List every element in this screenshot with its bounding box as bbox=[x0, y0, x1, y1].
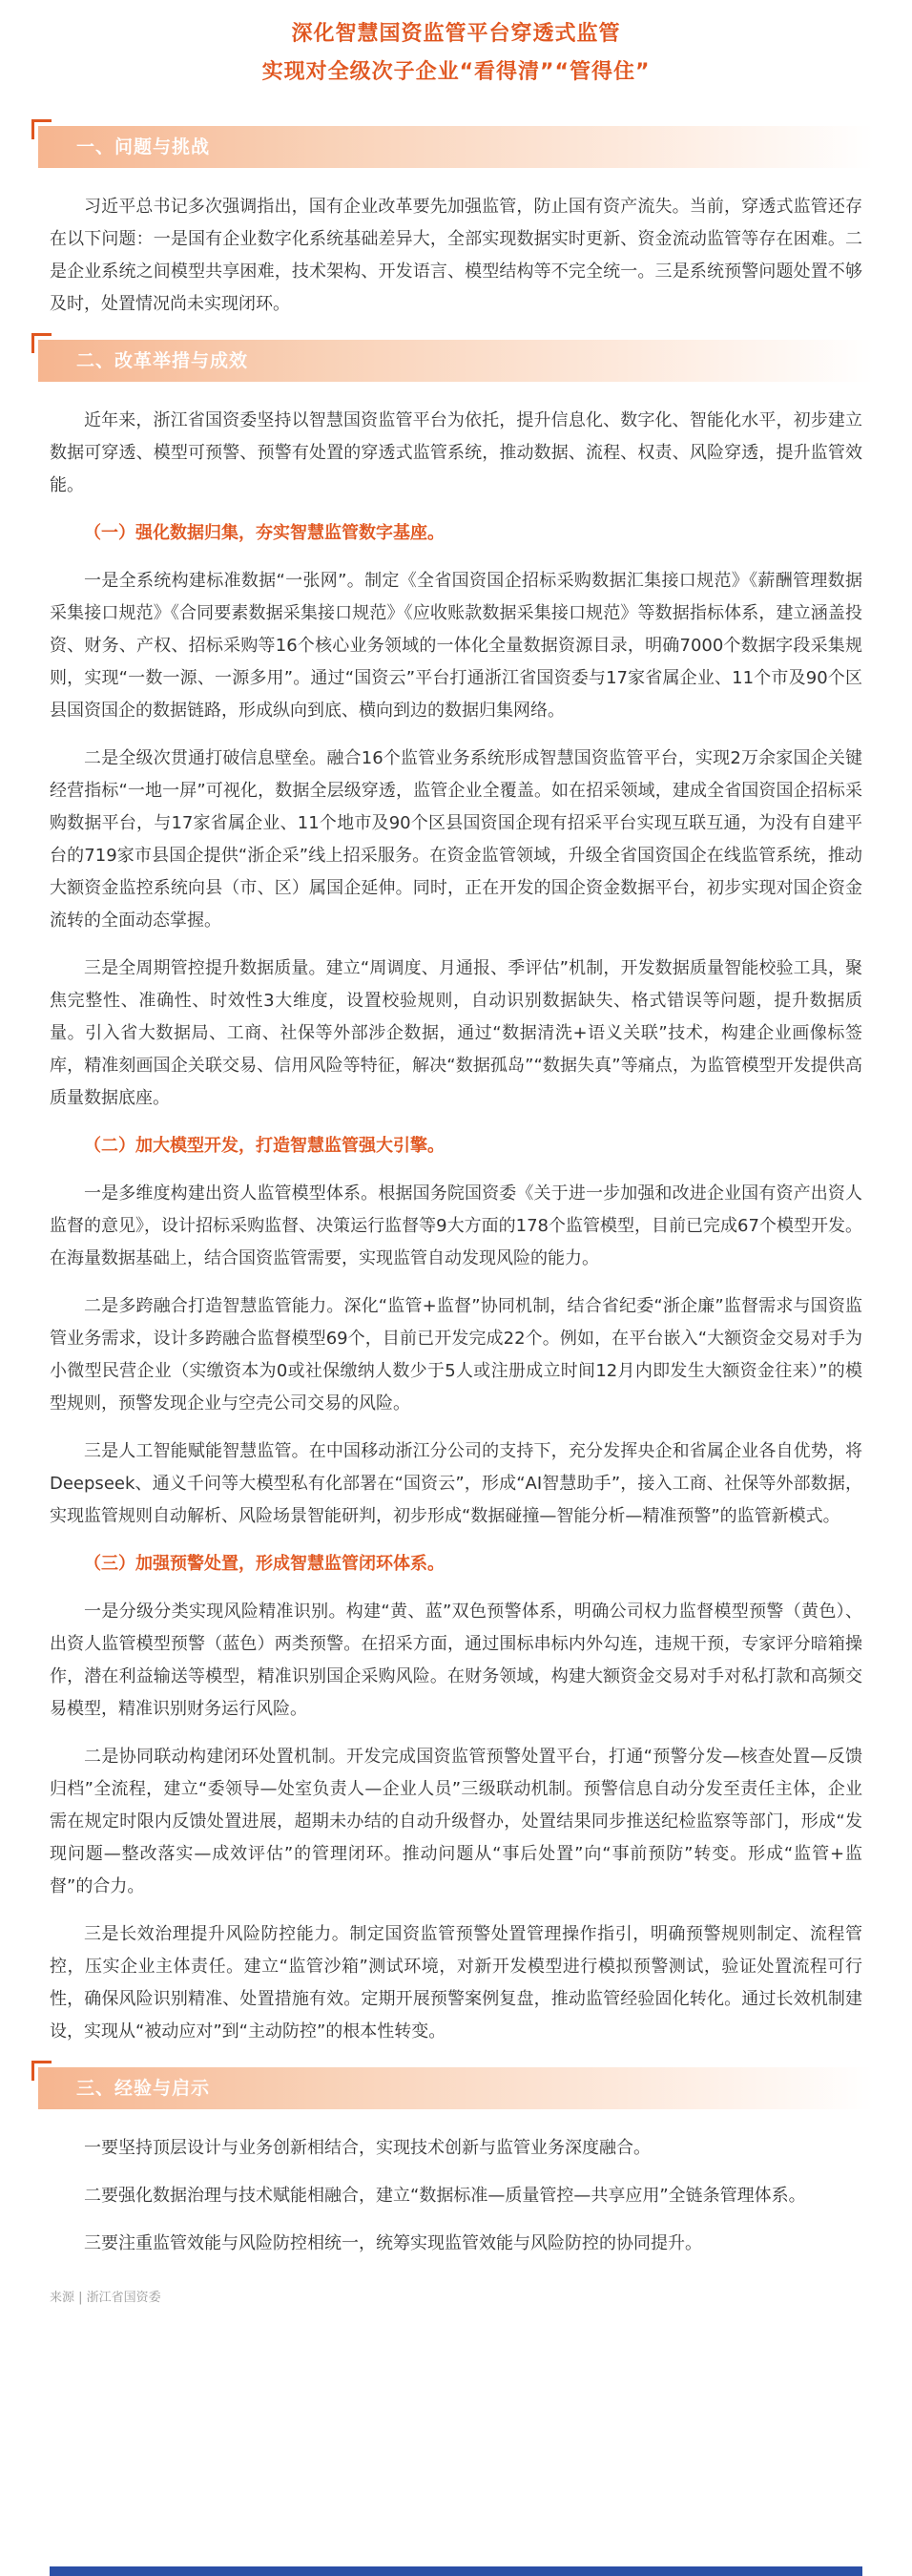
paragraph: 一是分级分类实现风险精准识别。构建“黄、蓝”双色预警体系，明确公司权力监督模型预警（黄色）、出资人监管模型预警（蓝色）两类预警。在招采方面，通过围标串标内外勾连，违规干预，专家评分暗箱操作，潜在利益输送等模型，精准识别国企采购风险。在财务领域，构建大额资金交易对手对私打款和高频交易模型，精准识别财务运行风险。 bbox=[50, 1602, 862, 1719]
corner-bracket-icon bbox=[31, 2061, 52, 2081]
source-credit: 来源 | 浙江省国资委 bbox=[50, 2291, 161, 2305]
corner-bracket-icon bbox=[31, 333, 52, 353]
paragraph: 三是长效治理提升风险防控能力。制定国资监管预警处置管理操作指引，明确预警规则制定、流程管控，压实企业主体责任。建立“监管沙箱”测试环境，对新开发模型进行模拟预警测试，验证处置流程可行性，确保风险识别精准、处置措施有效。定期开展预警案例复盘，推动监管经验固化转化。通过长效机制建设，实现从“被动应对”到“主动防控”的根本性转变。 bbox=[50, 1924, 862, 2042]
paragraph: 三是全周期管控提升数据质量。建立“周调度、月通报、季评估”机制，开发数据质量智能校验工具，聚焦完整性、准确性、时效性3大维度，设置校验规则，自动识别数据缺失、格式错误等问题，提升数据质量。引入省大数据局、工商、社保等外部涉企数据，通过“数据清洗+语义关联”技术，构建企业画像标签库，精准刻画国企关联交易、信用风险等特征，解决“数据孤岛”“数据失真”等痛点，为监管模型开发提供高质量数据底座。 bbox=[50, 958, 862, 1108]
paragraph: 习近平总书记多次强调指出，国有企业改革要先加强监管，防止国有资产流失。当前，穿透式监管还存在以下问题：一是国有企业数字化系统基础差异大，全部实现数据实时更新、资金流动监管等存在困难。二是企业系统之间模型共享困难，技术架构、开发语言、模型结构等不完全统一。三是系统预警问题处置不够及时，处置情况尚未实现闭环。 bbox=[50, 197, 862, 314]
paragraph: 三是人工智能赋能智慧监管。在中国移动浙江分公司的支持下，充分发挥央企和省属企业各自优势，将Deepseek、通义千问等大模型私有化部署在“国资云”，形成“AI智慧助手”，接入工商、社保等外部数据，实现监管规则自动解析、风险场景智能研判，初步形成“数据碰撞—智能分析—精准预警”的监管新模式。 bbox=[50, 1441, 862, 1526]
paragraph: 二是协同联动构建闭环处置机制。开发完成国资监管预警处置平台，打通“预警分发—核查处置—反馈归档”全流程，建立“委领导—处室负责人—企业人员”三级联动机制。预警信息自动分发至责任主体，企业需在规定时限内反馈处置进展，超期未办结的自动升级督办，处置结果同步推送纪检监察等部门，形成“发现问题—整改落实—成效评估”的管理闭环。推动问题从“事后处置”向“事前预防”转变。形成“监管+监督”的合力。 bbox=[50, 1747, 862, 1896]
paragraph: 一是全系统构建标准数据“一张网”。制定《全省国资国企招标采购数据汇集接口规范》《薪酬管理数据采集接口规范》《合同要素数据采集接口规范》《应收账款数据采集接口规范》等数据指标体系，建立涵盖投资、财务、产权、招标采购等16个核心业务领域的一体化全量数据资源目录，明确7000个数据字段采集规则，实现“一数一源、一源多用”。通过“国资云”平台打通浙江省国资委与17家省属企业、11个市及90个区县国资国企的数据链路，形成纵向到底、横向到边的数据归集网络。 bbox=[50, 571, 862, 721]
paragraph: 二要强化数据治理与技术赋能相融合，建立“数据标准—质量管控—共享应用”全链条管理体系。 bbox=[84, 2186, 806, 2206]
section-header-measures bbox=[38, 340, 874, 382]
section-header-lessons bbox=[38, 2067, 874, 2109]
paragraph: 三要注重监管效能与风险防控相统一，统筹实现监管效能与风险防控的协同提升。 bbox=[84, 2233, 702, 2253]
paragraph: 二是多跨融合打造智慧监管能力。深化“监管+监督”协同机制，结合省纪委“浙企廉”监督需求与国资监管业务需求，设计多跨融合监督模型69个，目前已开发完成22个。例如，在平台嵌入“大额资金交易对手为小微型民营企业（实缴资本为0或社保缴纳人数少于5人或注册成立时间12月内即发生大额资金往来）”的模型规则，预警发现企业与空壳公司交易的风险。 bbox=[50, 1296, 862, 1414]
corner-bracket-icon bbox=[31, 119, 52, 139]
bottom-decor-bar bbox=[50, 2566, 862, 2576]
title-line-2: 实现对全级次子企业“看得清”“管得住” bbox=[261, 60, 651, 84]
paragraph: 近年来，浙江省国资委坚持以智慧国资监管平台为依托，提升信息化、数字化、智能化水平，初步建立数据可穿透、模型可预警、预警有处置的穿透式监管系统，推动数据、流程、权责、风险穿透，提升监管效能。 bbox=[50, 410, 862, 495]
section-title: 三、经验与启示 bbox=[76, 2078, 211, 2099]
article-title bbox=[0, 0, 912, 92]
paragraph: 一要坚持顶层设计与业务创新相结合，实现技术创新与监管业务深度融合。 bbox=[84, 2138, 651, 2158]
sub-heading: （三）加强预警处置，形成智慧监管闭环体系。 bbox=[84, 1554, 445, 1574]
section-header-problems bbox=[38, 126, 874, 168]
title-line-1: 深化智慧国资监管平台穿透式监管 bbox=[291, 22, 621, 46]
paragraph: 一是多维度构建出资人监管模型体系。根据国务院国资委《关于进一步加强和改进企业国有资产出资人监督的意见》，设计招标采购监督、决策运行监督等9大方面的178个监管模型，目前已完成67个模型开发。在海量数据基础上，结合国资监管需要，实现监管自动发现风险的能力。 bbox=[50, 1183, 862, 1268]
paragraph: 二是全级次贯通打破信息壁垒。融合16个监管业务系统形成智慧国资监管平台，实现2万余家国企关键经营指标“一地一屏”可视化，数据全层级穿透，监管企业全覆盖。如在招采领域，建成全省国资国企招标采购数据平台，与17家省属企业、11个地市及90个区县国资国企现有招采平台实现互联互通，为没有自建平台的719家市县国企提供“浙企采”线上招采服务。在资金监管领域，升级全省国资国企在线监管系统，推动大额资金监控系统向县（市、区）属国企延伸。同时，正在开发的国企资金数据平台，初步实现对国企资金流转的全面动态掌握。 bbox=[50, 748, 862, 931]
section-title: 二、改革举措与成效 bbox=[76, 350, 249, 371]
section-title: 一、问题与挑战 bbox=[76, 136, 211, 157]
sub-heading: （一）强化数据归集，夯实智慧监管数字基座。 bbox=[84, 523, 445, 543]
sub-heading: （二）加大模型开发，打造智慧监管强大引擎。 bbox=[84, 1136, 445, 1156]
